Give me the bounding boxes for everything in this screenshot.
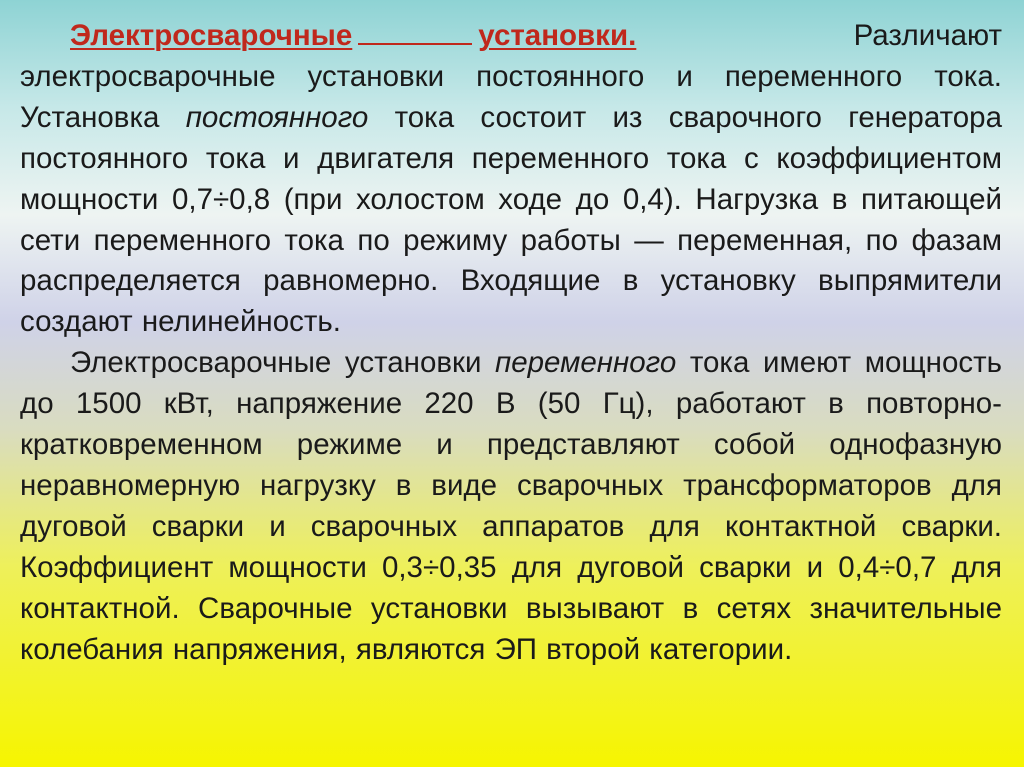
paragraph-dc-installations [20,16,1002,343]
paragraph2-text-a: Электросварочные установки [70,346,496,380]
heading-word-2: установки. [478,19,637,52]
heading-word-1: Электросварочные [70,19,353,52]
heading-title [70,19,636,52]
paragraph1-text-a: Различают электросварочные установки постоянного и переменного тока. Установка [20,19,1002,134]
paragraph1-text-b: тока состоит из сварочного генератора постоянного тока и двигателя переменного тока с коэффициентом мощности 0,7÷0,8 (при холостом ходе до 0,4). Нагрузка в питающей сети переменного тока по режиму работы — переменная, по фазам распределяется равномерно. Входящие в установку выпрямители создают нелинейность. [20,100,1002,339]
paragraph-ac-installations [20,343,1002,670]
heading-underline-gap [358,19,472,45]
italic-direct-current: постоянного [185,100,369,134]
italic-alternating-current: переменного [495,346,677,380]
paragraph2-text-b: тока имеют мощность до 1500 кВт, напряжение 220 В (50 Гц), работают в повторно-кратковременном режиме и представляют собой однофазную неравномерную нагрузку в виде сварочных трансформаторов для дуговой сварки и сварочных аппаратов для контактной сварки. Коэффициент мощности 0,3÷0,35 для дуговой сварки и 0,4÷0,7 для контактной. Сварочные установки вызывают в сетях значительные колебания напряжения, являются ЭП второй категории. [20,346,1002,666]
slide-content [20,16,1002,761]
